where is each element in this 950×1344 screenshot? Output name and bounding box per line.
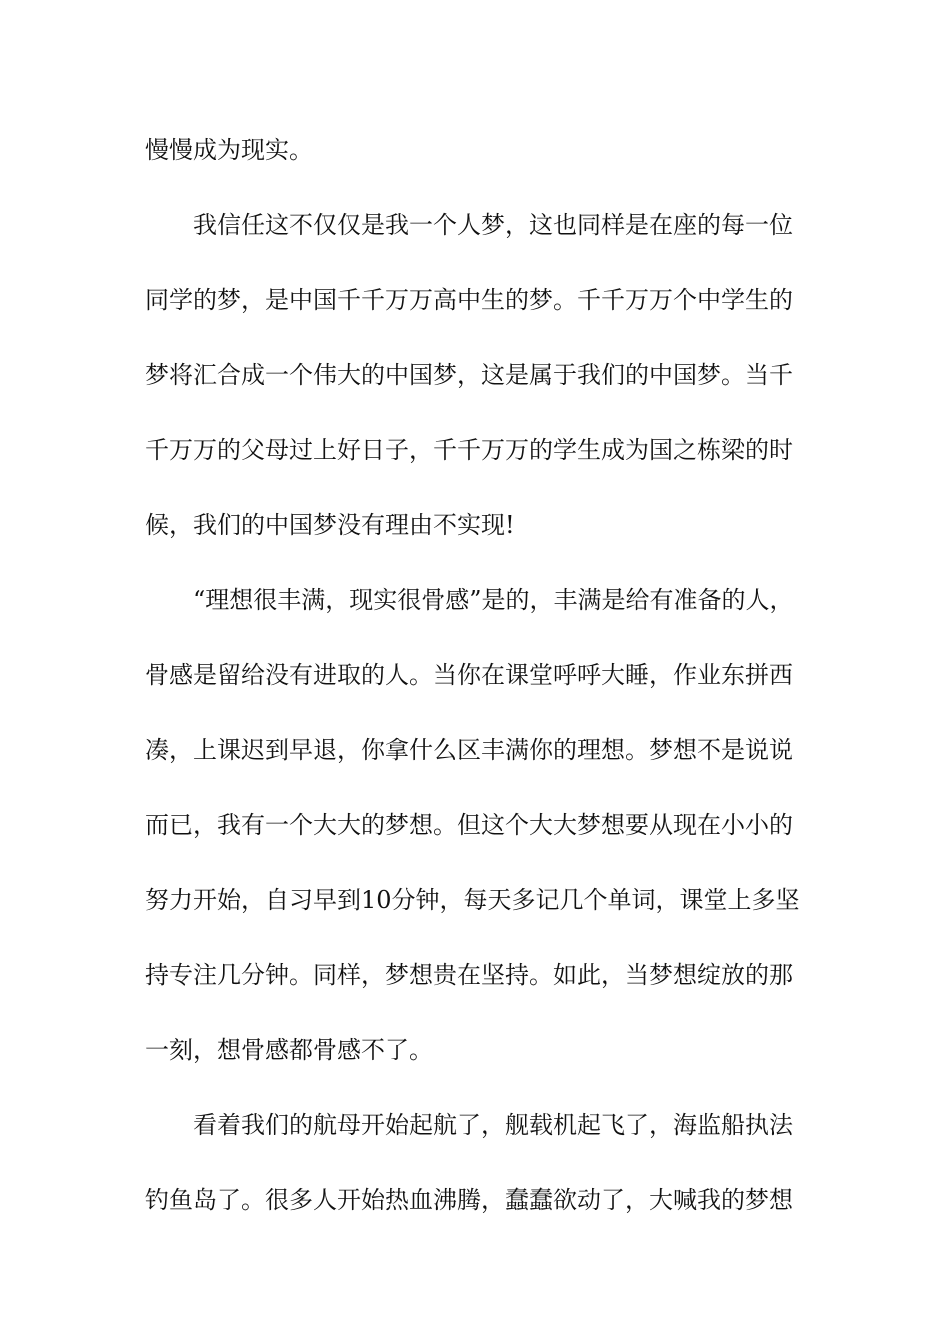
text-line: 我信任这不仅仅是我一个人梦，这也同样是在座的每一位 (193, 211, 793, 239)
text-line: 持专注几分钟。同样，梦想贵在坚持。如此，当梦想绽放的那 (145, 961, 793, 989)
text-line: 一刻，想骨感都骨感不了。 (145, 1036, 433, 1064)
text-line: 凑，上课迟到早退，你拿什么区丰满你的理想。梦想不是说说 (145, 736, 793, 764)
text-line: “理想很丰满，现实很骨感”是的，丰满是给有准备的人， (193, 586, 794, 614)
text-line: 同学的梦，是中国千千万万高中生的梦。千千万万个中学生的 (145, 286, 793, 314)
text-line: 千万万的父母过上好日子，千千万万的学生成为国之栋梁的时 (145, 436, 793, 464)
text-line: 候，我们的中国梦没有理由不实现! (145, 511, 515, 539)
text-line: 而已，我有一个大大的梦想。但这个大大梦想要从现在小小的 (145, 811, 793, 839)
text-line: 看着我们的航母开始起航了，舰载机起飞了，海监船执法 (193, 1111, 793, 1139)
text-line: 骨感是留给没有进取的人。当你在课堂呼呼大睡，作业东拼西 (145, 661, 793, 689)
text-line: 慢慢成为现实。 (145, 136, 313, 164)
text-line: 钓鱼岛了。很多人开始热血沸腾，蠢蠢欲动了，大喊我的梦想 (145, 1186, 793, 1214)
text-line: 努力开始，自习早到10分钟，每天多记几个单词，课堂上多坚 (145, 886, 800, 914)
text-line: 梦将汇合成一个伟大的中国梦，这是属于我们的中国梦。当千 (145, 361, 793, 389)
